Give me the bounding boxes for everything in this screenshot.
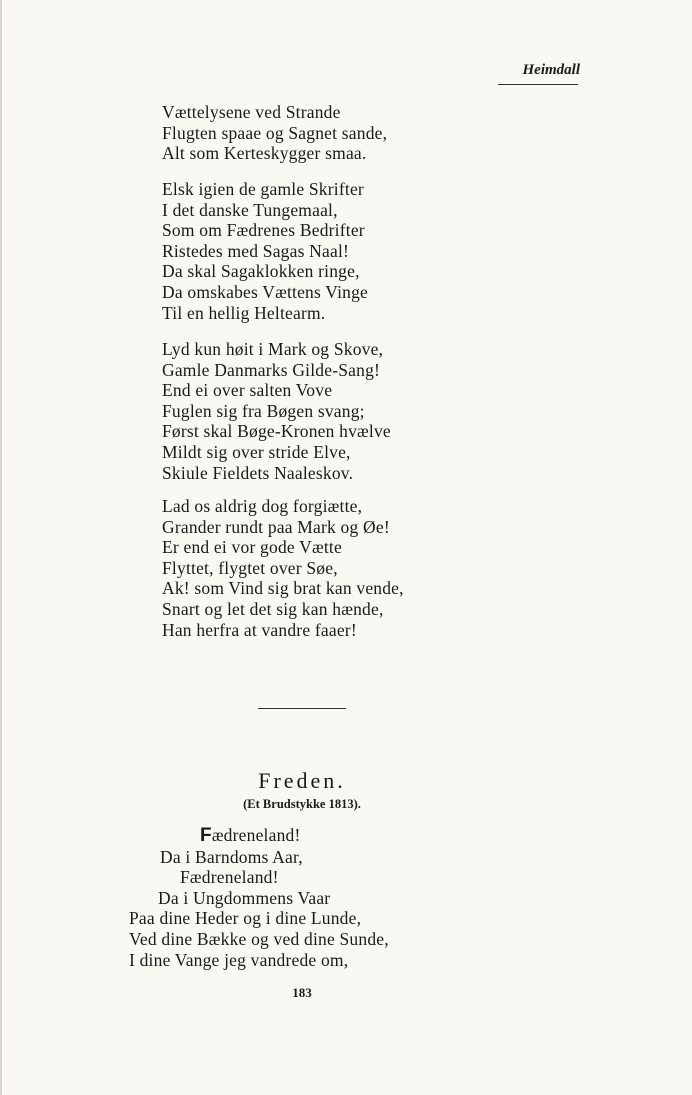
verse-line: Snart og let det sig kan hænde, [162,598,384,619]
running-head-rule [498,84,578,85]
stanza-3 [162,339,391,483]
verse-line: Alt som Kerteskygger smaa. [162,143,367,164]
section-divider [258,708,346,709]
verse-line: Han herfra at vandre faaer! [162,619,357,640]
verse-line: Først skal Bøge-Kronen hvælve [162,421,391,442]
stanza-4 [162,496,404,640]
verse-line: Ved dine Bække og ved dine Sunde, [129,928,389,949]
page-number: 183 [292,985,312,1000]
verse-line: End ei over salten Vove [162,380,333,401]
verse-line: Er end ei vor gode Vætte [162,537,342,558]
first-line-rest: ædreneland! [211,825,301,845]
poem-title: Freden. [258,768,346,793]
stanza-2 [162,179,368,323]
verse-line: Ak! som Vind sig brat kan vende, [162,578,404,599]
verse-line: Vættelysene ved Strande [162,102,341,122]
verse-line: Skiule Fieldets Naaleskov. [162,462,354,483]
verse-line-first [2,825,389,847]
poem2-body [2,825,389,970]
verse-line: Da skal Sagaklokken ringe, [162,261,360,282]
verse-line: Mildt sig over stride Elve, [162,441,351,462]
verse-line: Paa dine Heder og i dine Lunde, [129,908,362,929]
verse-line: I det danske Tungemaal, [162,199,338,220]
drop-cap: F [200,825,212,846]
verse-line: Ristedes med Sagas Naal! [162,240,350,261]
verse-line: Lyd kun høit i Mark og Skove, [162,339,384,359]
verse-line: Flyttet, flygtet over Søe, [162,557,338,578]
verse-line: Grander rundt paa Mark og Øe! [162,516,390,537]
verse-line: Til en hellig Heltearm. [162,302,326,323]
verse-line: Flugten spaae og Sagnet sande, [162,122,388,143]
verse-line: Elsk igien de gamle Skrifter [162,179,364,199]
stanza-1 [162,102,387,164]
verse-line: Da i Ungdommens Vaar [158,887,331,908]
verse-line: Da omskabes Vættens Vinge [162,281,368,302]
verse-line: Gamle Danmarks Gilde-Sang! [162,359,381,380]
verse-line: Fuglen sig fra Bøgen svang; [162,400,365,421]
verse-line: Lad os aldrig dog forgiætte, [162,496,363,516]
poem-subtitle: (Et Brudstykke 1813). [243,797,361,811]
verse-line: Som om Fædrenes Bedrifter [162,220,365,241]
verse-line: Da i Barndoms Aar, [160,846,303,867]
verse-line: I dine Vange jeg vandrede om, [129,949,349,970]
verse-line: Fædreneland! [180,867,279,888]
running-head: Heimdall [522,62,580,78]
